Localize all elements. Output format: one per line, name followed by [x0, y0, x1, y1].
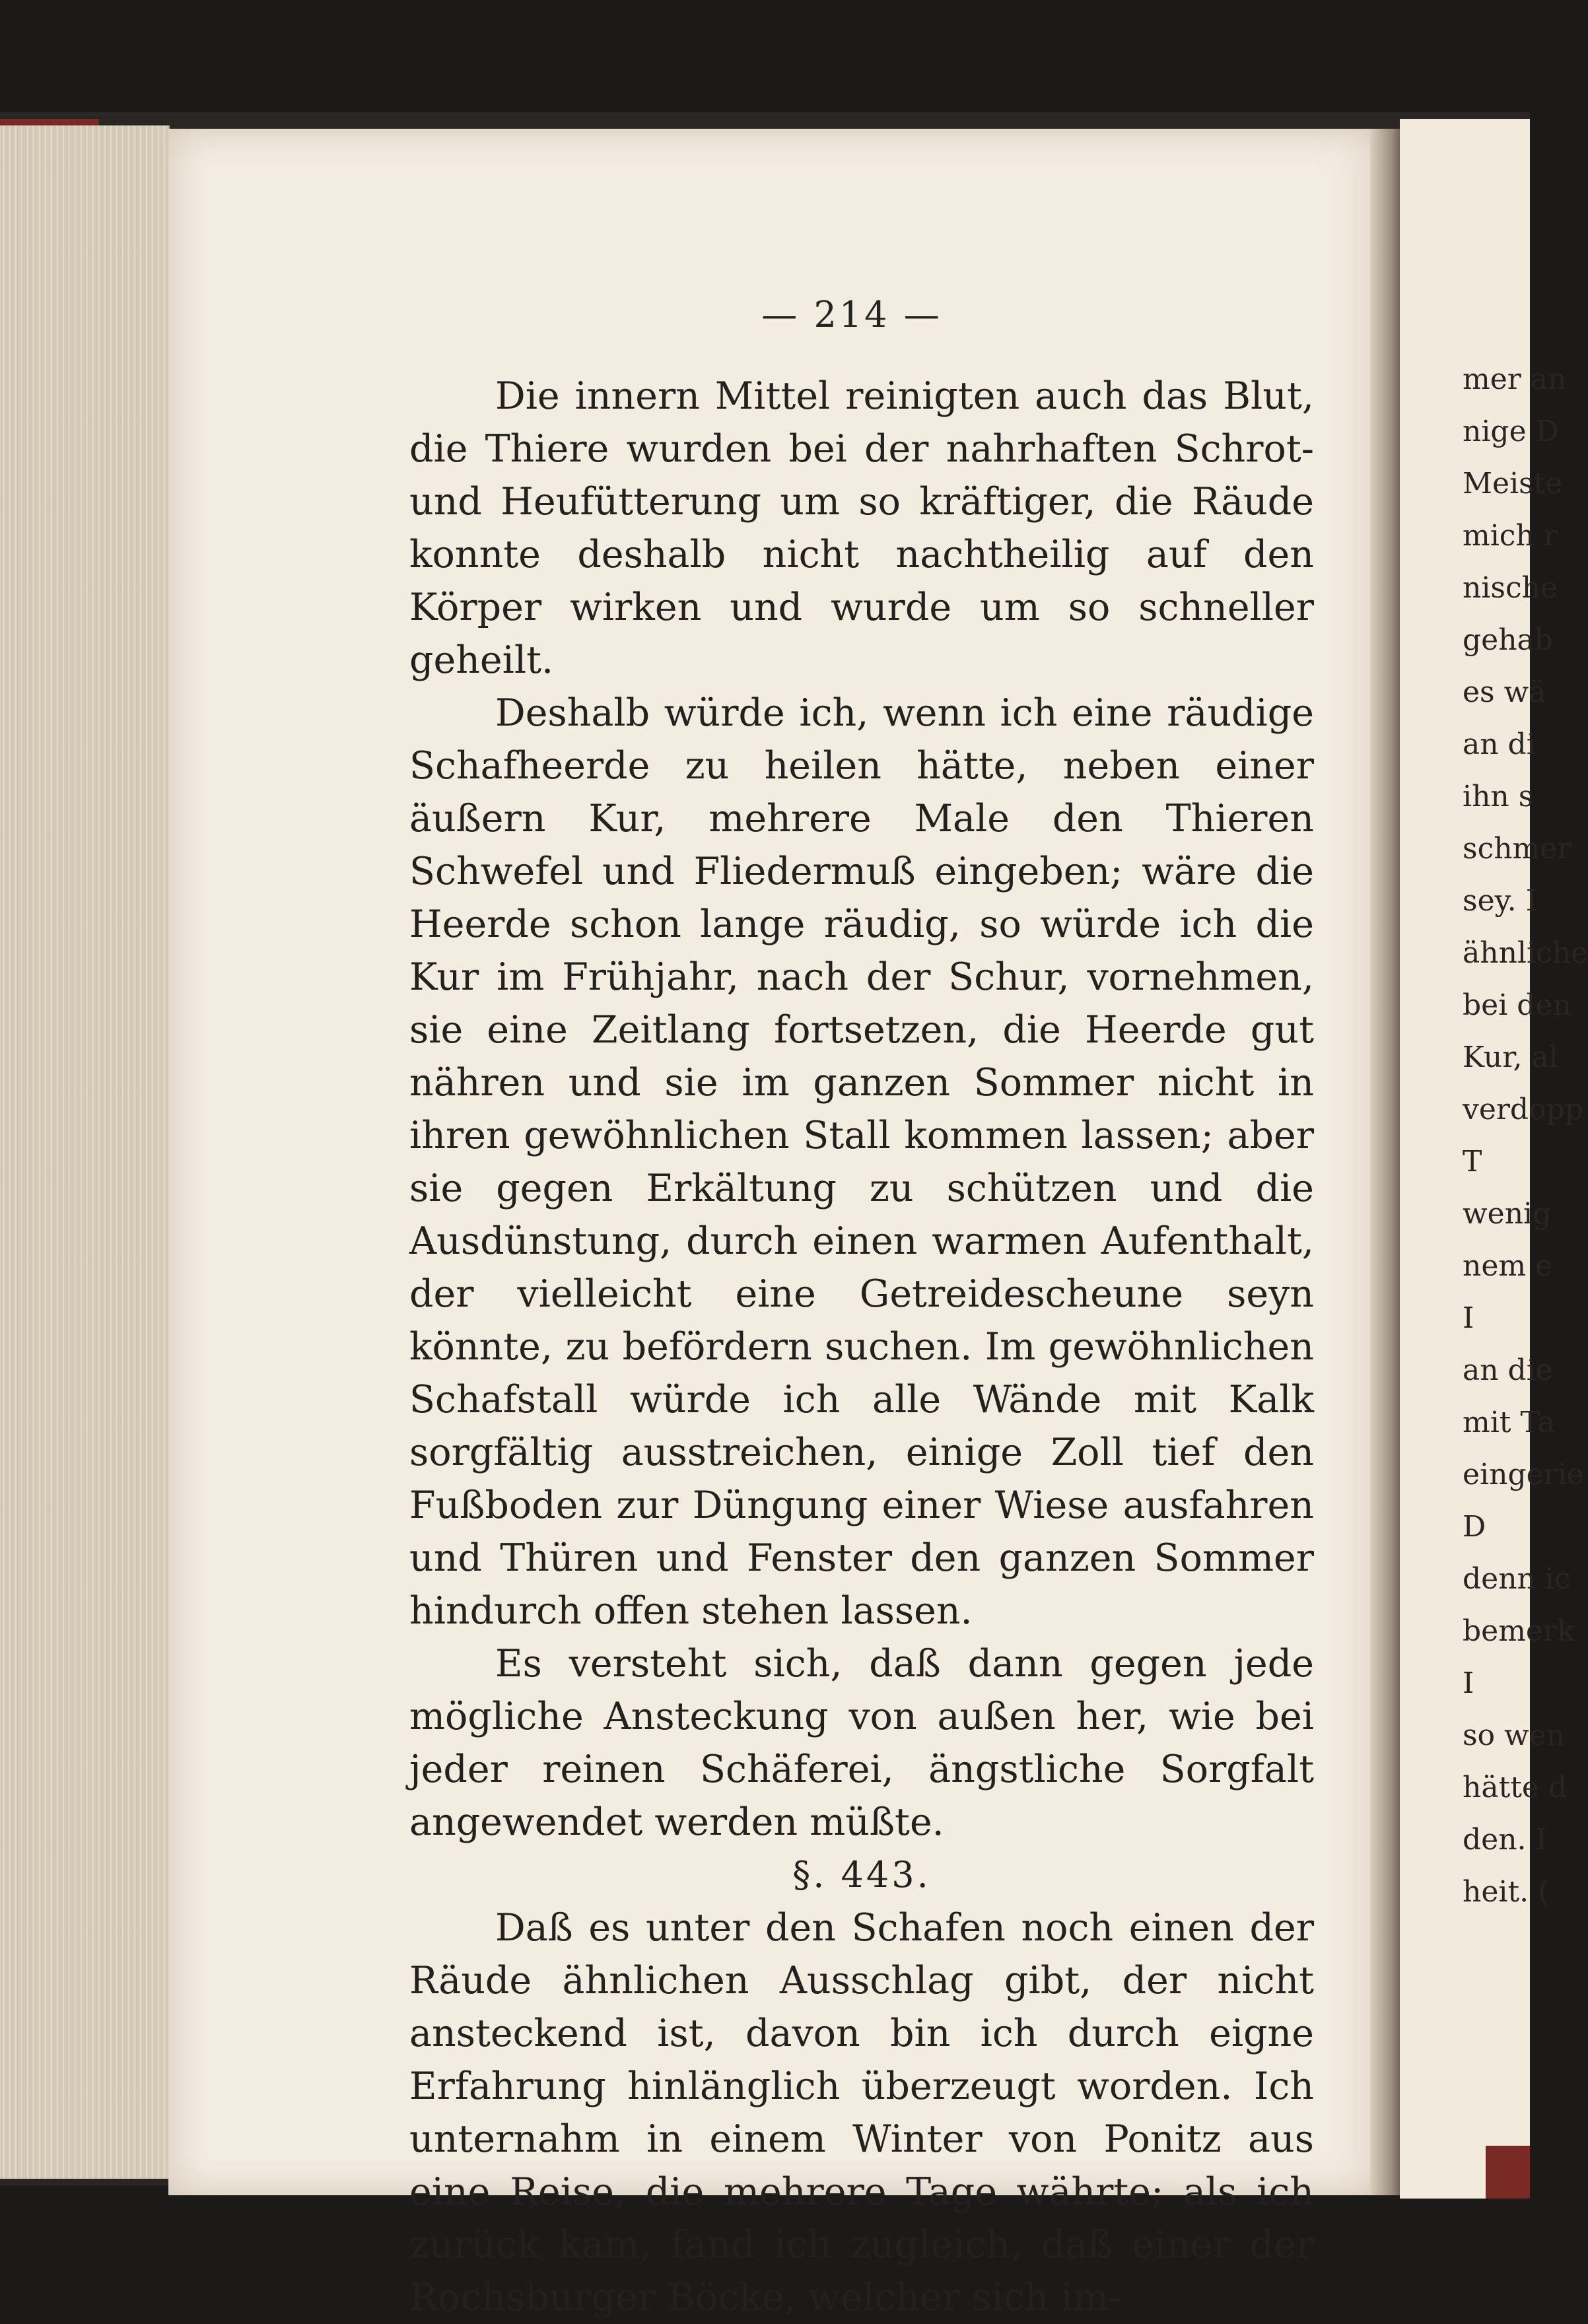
- facing-line: eingerie: [1463, 1458, 1584, 1491]
- facing-line: nem e: [1463, 1249, 1553, 1283]
- facing-line: wenig: [1463, 1197, 1552, 1231]
- paragraph: Es versteht sich, daß dann gegen jede mögliche Ansteckung von außen her, wie bei jeder reinen Schäferei, ängstliche Sorgfalt angewendet werden müßte.: [409, 1642, 1314, 1844]
- facing-line: mer an: [1463, 362, 1567, 396]
- paragraph: Die innern Mittel reinigten auch das Blut, die Thiere wurden bei der nahrhaften Schrot- und Heufütterung um so kräftiger, die Räude konnte deshalb nicht nachtheilig auf den Körper wirken und wurde um so schneller geheilt.: [409, 374, 1314, 682]
- facing-line: Kur, al: [1463, 1041, 1558, 1074]
- facing-line: ihn s: [1463, 780, 1534, 813]
- facing-line: nische: [1463, 571, 1558, 605]
- facing-line: schmer: [1463, 832, 1571, 866]
- page-stack-edge: [0, 125, 170, 2179]
- facing-line: verdopp: [1463, 1093, 1583, 1126]
- section-heading: §. 443.: [792, 1854, 931, 1896]
- facing-line: I: [1463, 1301, 1474, 1335]
- facing-line: den. I: [1463, 1823, 1547, 1857]
- facing-line: so wen: [1463, 1719, 1566, 1752]
- facing-line: nige D: [1463, 415, 1559, 448]
- facing-line: Meiste: [1463, 467, 1563, 500]
- facing-line: mich r: [1463, 519, 1558, 553]
- facing-line: D: [1463, 1510, 1486, 1544]
- facing-line: bei den: [1463, 988, 1571, 1022]
- facing-line: denn ic: [1463, 1562, 1571, 1596]
- book-cover-edge-right: [1486, 2146, 1530, 2199]
- facing-line: I: [1463, 1666, 1474, 1700]
- facing-line: mit Ta: [1463, 1406, 1555, 1439]
- facing-line: heit. (: [1463, 1875, 1550, 1909]
- main-text: [409, 370, 1314, 2324]
- facing-line: sey. I: [1463, 884, 1537, 918]
- paragraph: Deshalb würde ich, wenn ich eine räudige Schafheerde zu heilen hätte, neben einer äußern Kur, mehrere Male den Thieren Schwefel und Fliedermuß eingeben; wäre die Heerde schon lange räudig, so würde ich die Kur im Frühjahr, nach der Schur, vornehmen, sie eine Zeitlang fortsetzen, die Heerde gut nähren und sie im ganzen Sommer nicht in ihren gewöhnlichen Stall kommen lassen; aber sie gegen Erkältung zu schützen und die Ausdünstung, durch einen warmen Aufenthalt, der vielleicht eine Getreidescheune seyn könnte, zu befördern suchen. Im gewöhnlichen Schafstall würde ich alle Wände mit Kalk sorgfältig ausstreichen, einige Zoll tief den Fußboden zur Düngung einer Wiese ausfahren und Thüren und Fenster den ganzen Sommer hindurch offen stehen lassen.: [409, 691, 1314, 1633]
- facing-page-text: [1463, 353, 1588, 1918]
- facing-line: T: [1463, 1145, 1482, 1179]
- facing-line: hätte d: [1463, 1771, 1568, 1804]
- facing-line: ähnliche: [1463, 936, 1588, 970]
- paragraph: Daß es unter den Schafen noch einen der Räude ähnlichen Ausschlag gibt, der nicht ansteckend ist, davon bin ich durch eigne Erfahrung hinlänglich überzeugt worden. Ich unternahm in einem Winter von Ponitz aus eine Reise, die mehrere Tage währte; als ich zurück kam, fand ich zugleich, daß einer der Rochsburger Böcke, welcher sich im-: [409, 1906, 1314, 2319]
- facing-line: bemerk: [1463, 1614, 1575, 1648]
- facing-line: gehab: [1463, 623, 1553, 657]
- facing-line: an die: [1463, 1353, 1553, 1387]
- facing-line: an di: [1463, 728, 1536, 761]
- facing-line: es wä: [1463, 675, 1546, 709]
- page-number: — 214 —: [761, 294, 942, 335]
